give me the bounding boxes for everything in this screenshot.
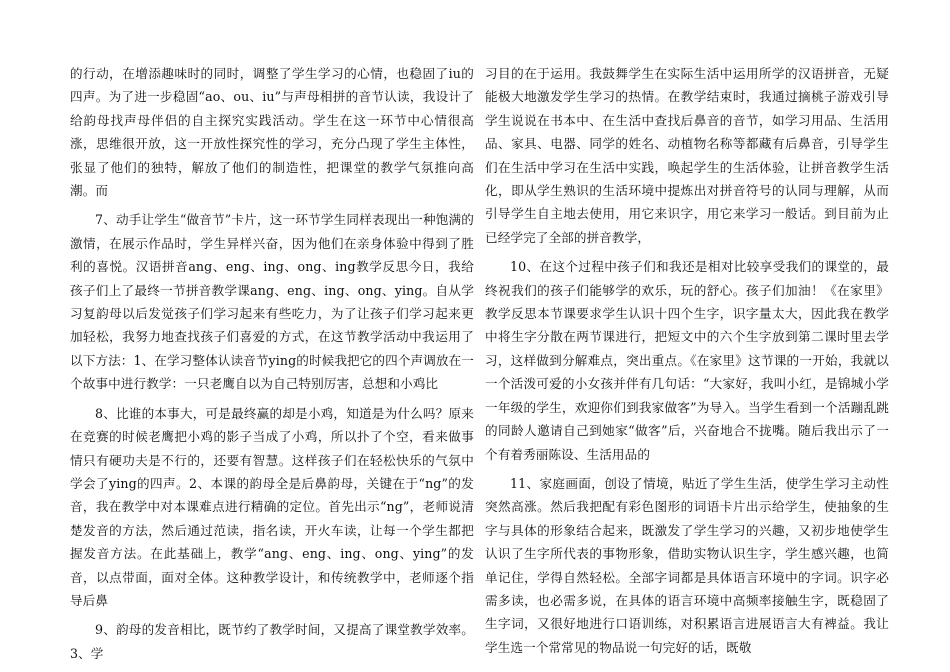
paragraph: 11、家庭画面，创设了情境，贴近了学生生活，使学生学习主动性突然高涨。然后我把配有彩色图形的词语卡片出示给学生，使抽象的生字与具体的形象结合起来，既激发了学生学习的兴趣，又初步地使学生认识了生字所代表的事物形象，借助实物认识生字，学生感兴趣，也简单记住，学得自然轻松。全部字词都是具体语言环境中的字词。识字必需多读，也必需多说，在具体的语言环境中高频率接触生字，既稳固了生字词，又很好地进行口语训练，对积累语言进展语言大有裨益。我让学生选一个常常见的物品说一句完好的话，既敬 xyxy=(485,475,889,655)
right-column xyxy=(485,62,889,659)
paragraph: 的行动，在增添趣味时的同时，调整了学生学习的心情，也稳固了iu的四声。为了进一步稳固“ao、ou、iu”与声母相拼的音节认读，我设计了给韵母找声母伴侣的自主探究实践活动。学生在这一环节中心情很高涨，思维很开放，这一开放性探究性的学习，充分凸现了学生主体性，张显了他们的独特，解放了他们的制造性，把课堂的教学气氛推向高潮。而 xyxy=(70,66,474,199)
paragraph: 7、动手让学生“做音节”卡片，这一环节学生同样表现出一种饱满的激情，在展示作品时，学生异样兴奋，因为他们在亲身体验中得到了胜利的喜悦。汉语拼音ang、eng、ing、ong、ing教学反思今日，我给孩子们上了最终一节拼音教学课ang、eng、ing、ong、ying。自从学习复韵母以后发觉孩子们学习起来有些吃力，为了让孩子们学习起来更加轻松，我努力地查找孩子们喜爱的方式，在这节教学活动中我运用了以下方法：1、在学习整体认读音节ying的时候我把它的四个声调放在一个故事中进行教学：一只老鹰自以为自己特别厉害，总想和小鸡比 xyxy=(70,212,474,392)
paragraph: 9、韵母的发音相比，既节约了教学时间，又提高了课堂教学效率。3、学 xyxy=(70,622,474,661)
paragraph: 习目的在于运用。我鼓舞学生在实际生活中运用所学的汉语拼音，无疑能极大地激发学生学习的热情。在教学结束时，我通过摘桃子游戏引导学生说说在书本中、在生活中查找后鼻音的音节，如学习用品、生活用品、家具、电器、同学的姓名、动植物名称等都藏有后鼻音，引导学生们在生活中学习在生活中实践，唤起学生的生活体验，让拼音教学生活化，即从学生熟识的生活环境中提炼出对拼音符号的认同与理解，从而引导学生自主地去使用，用它来识字，用它来学习一般话。到目前为止已经学完了全部的拼音教学， xyxy=(485,66,889,245)
paragraph: 10、在这个过程中孩子们和我还是相对比较享受我们的课堂的，最终祝我们的孩子们能够学的欢乐，玩的舒心。孩子们加油！《在家里》教学反思本节课要求学生认识十四个生字，识字量太大，因此我在教学中将生字分散在两节课进行，把短文中的六个生字放到第二课时里去学习，这样做到分解难点，突出重点。《在家里》这节课的一开始，我就以一个活泼可爱的小女孩并伴有几句话：“大家好，我叫小红，是锦城小学一年级的学生，欢迎你们到我家做客”为导入。当学生看到一个活蹦乱跳的同龄人邀请自己到她家“做客”后，兴奋地合不拢嘴。随后我出示了一个有着秀丽陈设、生活用品的 xyxy=(485,259,889,462)
paragraph: 8、比谁的本事大，可是最终赢的却是小鸡，知道是为什么吗？原来在竞赛的时候老鹰把小鸡的影子当成了小鸡，所以扑了个空，看来做事情只有硬功夫是不行的，还要有智慧。这样孩子们在轻松快乐的气氛中学会了ying的四声。2、本课的韵母全是后鼻韵母，关键在于“ng”的发音，我在教学中对本课难点进行精确的定位。首先出示“ng”，老师说清楚发音的方法，然后通过范读，指名读，开火车读，让每一个学生都把握发音方法。在此基础上，教学“ang、eng、ing、ong、ying”的发音，以点带面，面对全体。这种教学设计，和传统教学中，老师逐个指导后鼻 xyxy=(70,405,474,608)
left-column xyxy=(70,62,474,665)
